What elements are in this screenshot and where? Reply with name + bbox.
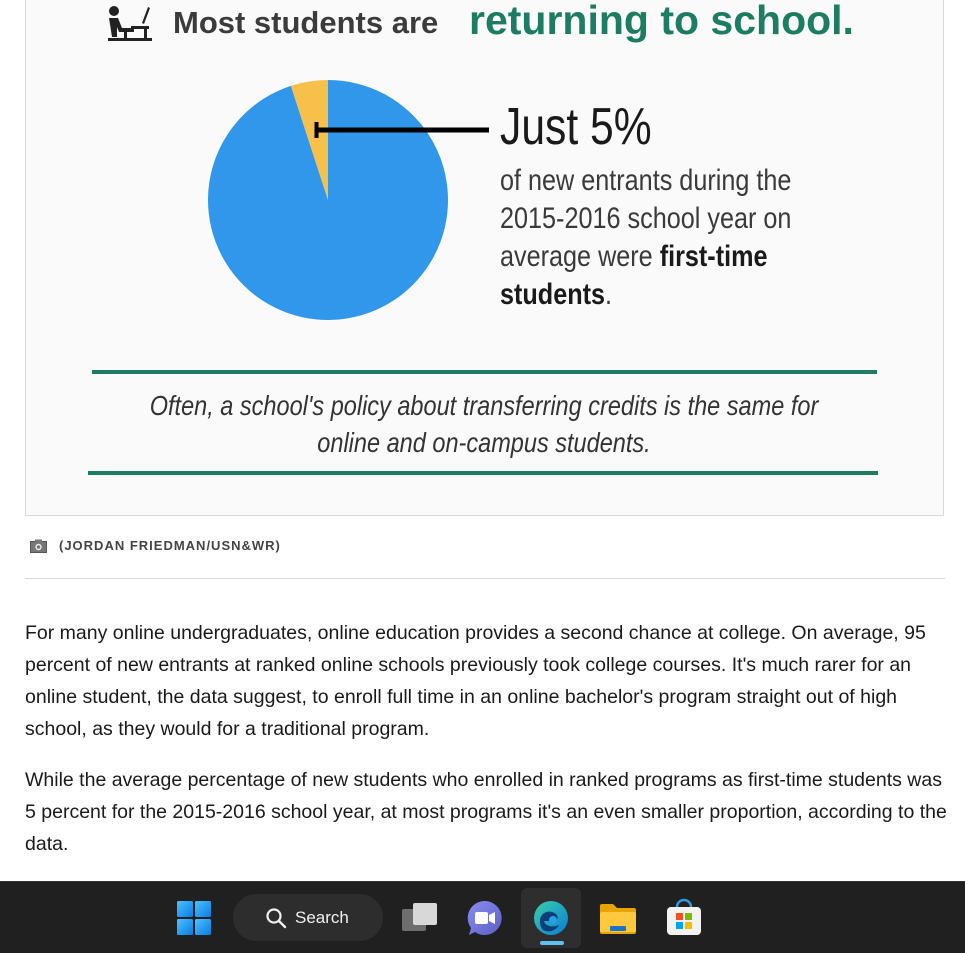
search-label: Search xyxy=(295,907,349,927)
windows-start-icon[interactable] xyxy=(176,900,212,936)
stat-line-3 xyxy=(500,238,836,276)
microsoft-store-icon[interactable] xyxy=(664,898,704,938)
stat-line-4-end: . xyxy=(605,278,613,311)
headline-plain: Most students are xyxy=(173,5,439,40)
file-explorer-icon[interactable] xyxy=(598,900,638,936)
stat-line-1: of new entrants during the xyxy=(500,164,792,197)
headline-accent: returning to school. xyxy=(469,0,854,43)
stat-line-4 xyxy=(500,276,836,314)
stat-line-3-plain: average were xyxy=(500,240,653,273)
pie-chart xyxy=(206,78,450,322)
quote-rule-top xyxy=(92,370,877,374)
stat-line-4-bold: students xyxy=(500,278,606,311)
quote-line-2: online and on-campus students. xyxy=(317,427,651,458)
task-view-icon[interactable] xyxy=(400,900,440,936)
stat-line-3-bold: first-time xyxy=(659,240,768,273)
photo-credit: (JORDAN FRIEDMAN/USN&WR) xyxy=(59,538,281,553)
teams-chat-icon[interactable] xyxy=(466,899,504,937)
camera-icon xyxy=(30,539,47,553)
student-desk-icon xyxy=(104,1,156,45)
pull-quote xyxy=(148,387,820,461)
edge-browser-icon[interactable] xyxy=(532,899,570,937)
infographic xyxy=(25,0,944,516)
search-icon xyxy=(265,907,287,929)
active-app-indicator xyxy=(540,941,564,945)
stat-line-2: 2015-2016 school year on xyxy=(500,202,792,235)
pie-slices xyxy=(208,80,448,320)
stat-description xyxy=(500,162,836,314)
quote-line-1: Often, a school's policy about transferring credits is the same for xyxy=(149,390,819,421)
quote-rule-bottom xyxy=(88,471,878,475)
taskbar-search-box[interactable] xyxy=(233,894,383,941)
article-paragraph: While the average percentage of new students who enrolled in ranked programs as first-time students was 5 percent for the 2015-2016 school year, at most programs it's an even smaller proportion, according to the data. xyxy=(25,769,947,855)
stat-headline: Just 5% xyxy=(500,98,652,156)
caption-divider xyxy=(25,578,945,579)
article-body xyxy=(25,617,950,879)
taskbar xyxy=(0,881,965,953)
article-paragraph: For many online undergraduates, online education provides a second chance at college. On average, 95 percent of new entrants at ranked online schools previously took college courses. It's much rarer for an online student, the data suggest, to enroll full time in an online bachelor's program straight out of high school, as they would for a traditional program. xyxy=(25,622,926,740)
image-caption xyxy=(30,538,281,553)
